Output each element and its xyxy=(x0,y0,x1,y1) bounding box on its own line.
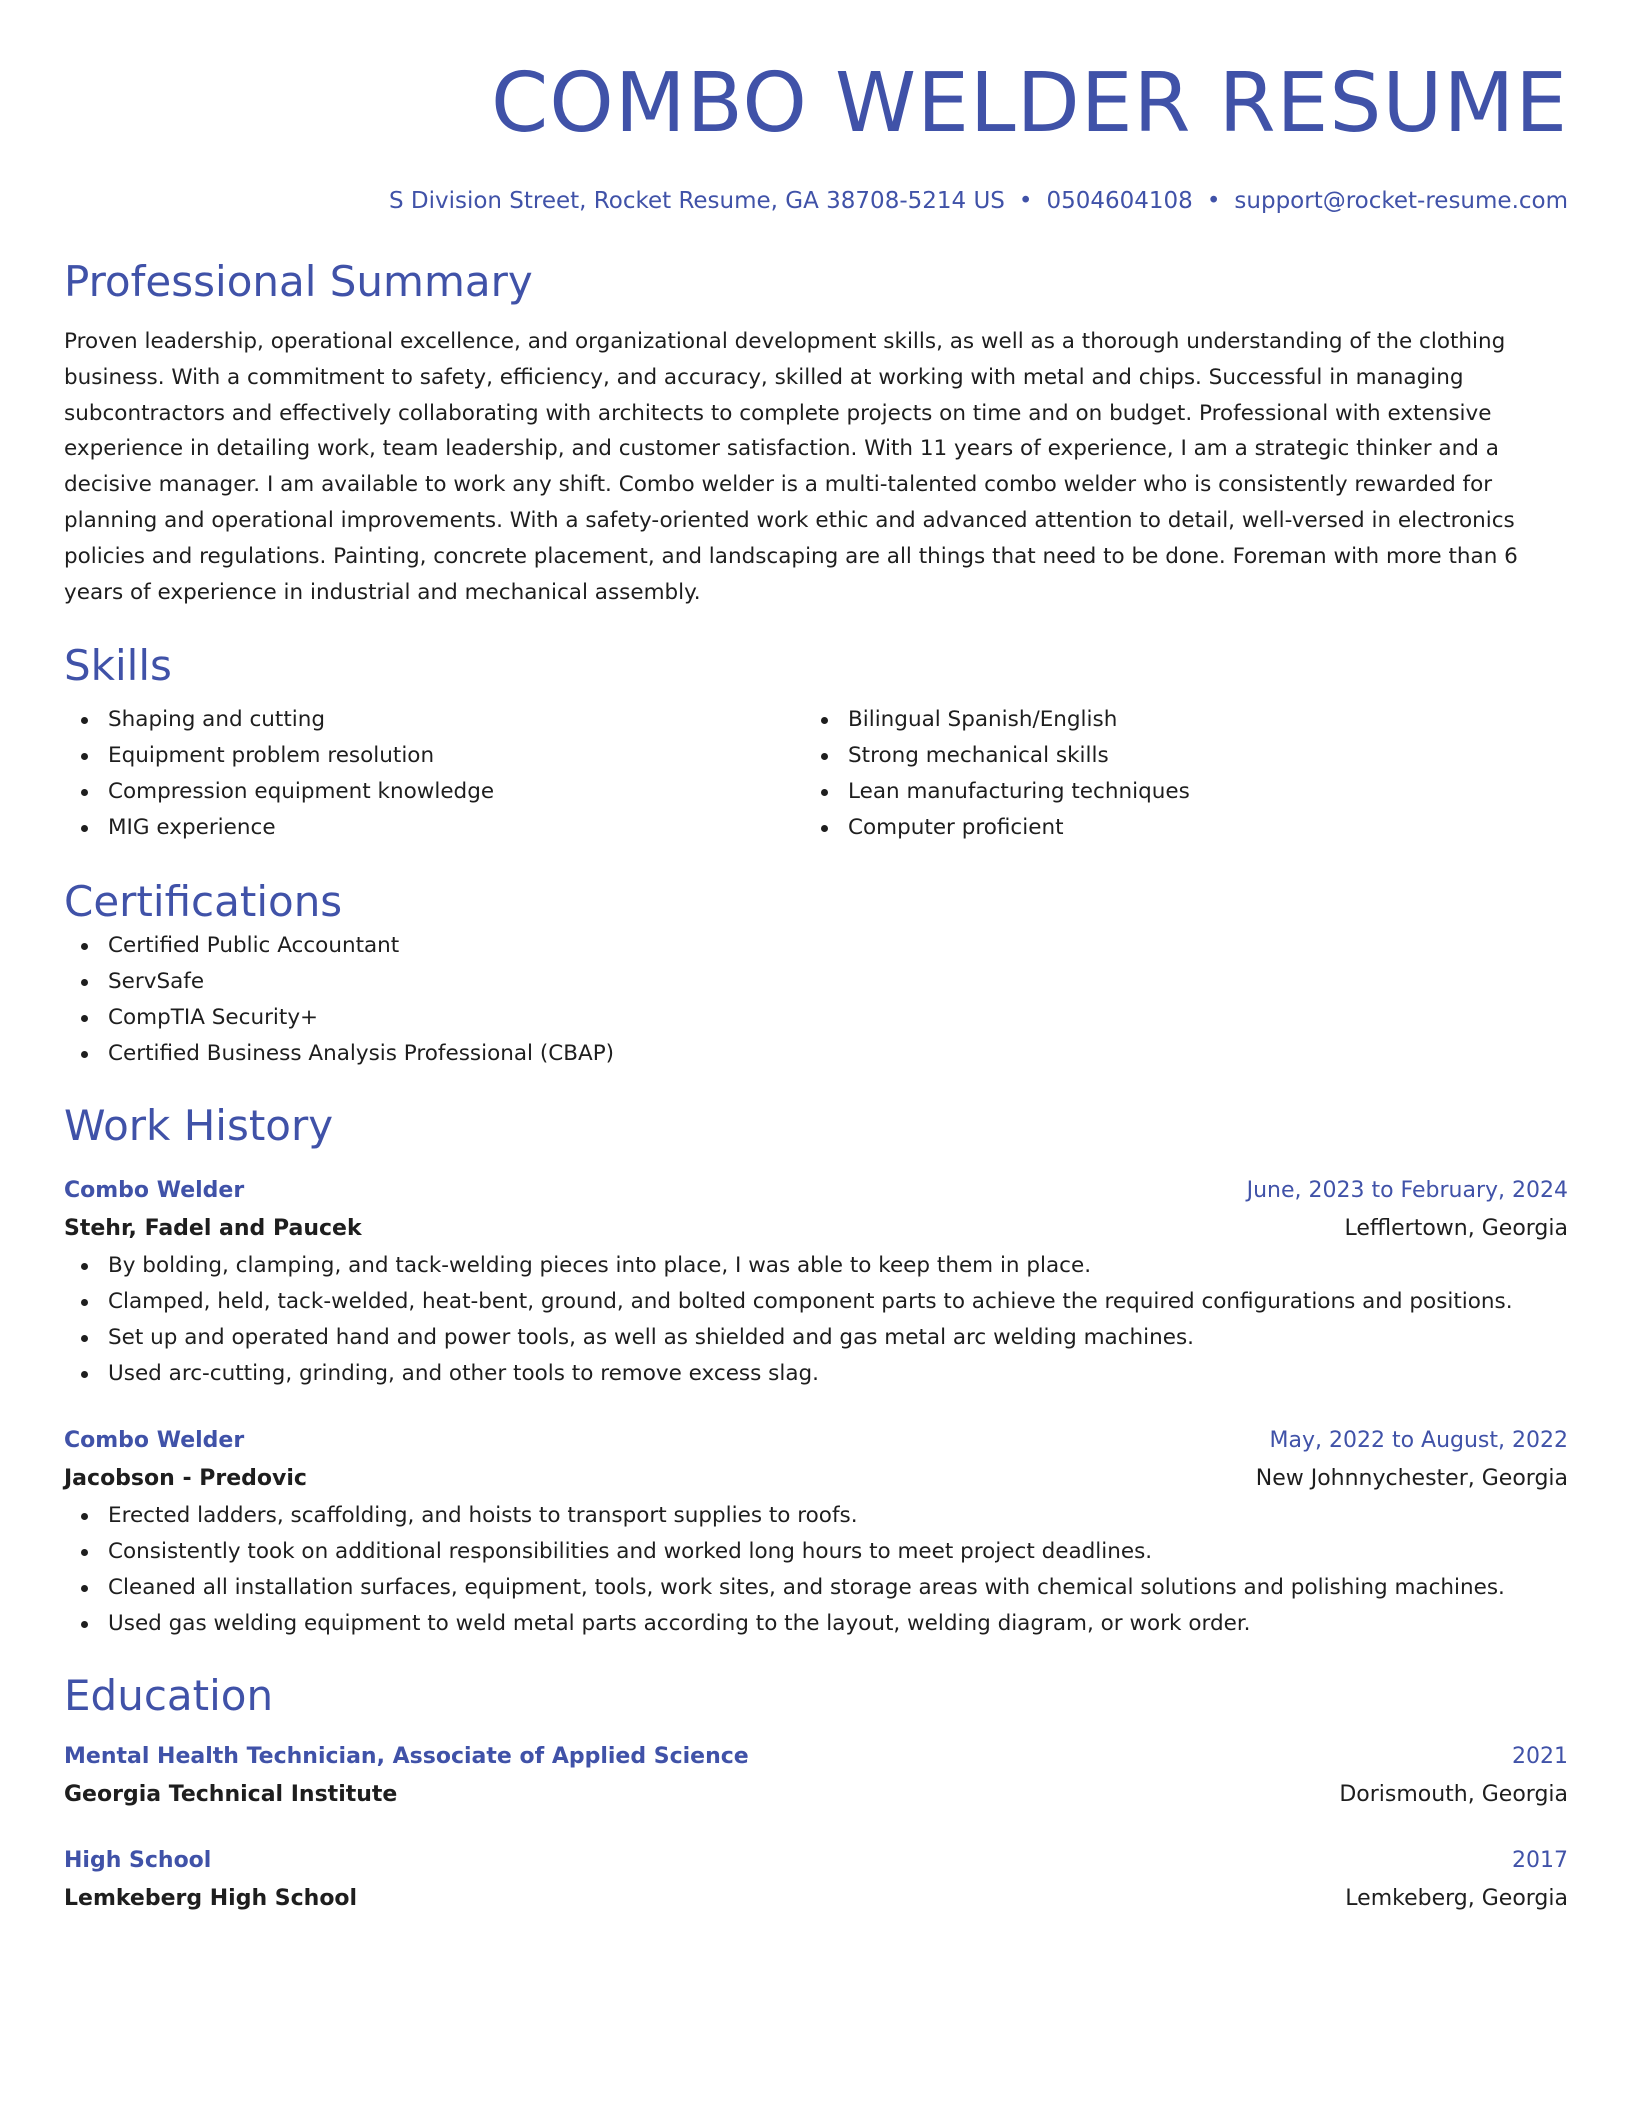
education-year: 2017 xyxy=(1512,1848,1568,1874)
skill-item: Computer proficient xyxy=(804,810,1544,846)
education-header-row xyxy=(64,1842,1568,1880)
education-location: Dorismouth, Georgia xyxy=(1339,1782,1568,1808)
skills-column-right xyxy=(804,702,1544,846)
skills-grid xyxy=(64,702,1568,846)
job-location: New Johnnychester, Georgia xyxy=(1255,1466,1568,1492)
skill-item: Bilingual Spanish/English xyxy=(804,702,1544,738)
contact-phone: 0504604108 xyxy=(1046,188,1193,214)
summary-text: Proven leadership, operational excellence, and organizational development skills, as well as a thorough understanding of the clothing business. With a commitment to safety, efficiency, and accuracy, skilled at working with metal and chips. Successful in managing subcontractors and effectively collaborating with architects to complete projects on time and on budget. Professional with extensive experience in detailing work, team leadership, and customer satisfaction. With 11 years of experience, I am a strategic thinker and a decisive manager. I am available to work any shift. Combo welder is a multi-talented combo welder who is consistently rewarded for planning and operational improvements. With a safety-oriented work ethic and advanced attention to detail, well-versed in electronics policies and regulations. Painting, concrete placement, and landscaping are all things that need to be done. Foreman with more than 6 years of experience in industrial and mechanical assembly. xyxy=(64,329,1518,605)
education-school-row xyxy=(64,1880,1568,1918)
job-duties-list xyxy=(64,1498,1568,1642)
education-location: Lemkeberg, Georgia xyxy=(1345,1886,1568,1912)
job-header-row xyxy=(64,1172,1568,1210)
skill-item: Equipment problem resolution xyxy=(64,738,804,774)
education-school-row xyxy=(64,1776,1568,1814)
education-header-row xyxy=(64,1738,1568,1776)
skills-list-right xyxy=(804,702,1544,846)
skills-heading: Skills xyxy=(64,641,172,691)
job-duty-item: Consistently took on additional responsibilities and worked long hours to meet project deadlines. xyxy=(64,1534,1568,1570)
skill-item: Compression equipment knowledge xyxy=(64,774,804,810)
contact-separator: • xyxy=(1206,188,1221,214)
job-company: Stehr, Fadel and Paucek xyxy=(64,1216,362,1242)
job-duty-item: Used gas welding equipment to weld metal parts according to the layout, welding diagram, or work order. xyxy=(64,1606,1568,1642)
certifications-list xyxy=(64,928,1568,1072)
job-company-row xyxy=(64,1210,1568,1248)
job-duty-item: Set up and operated hand and power tools, as well as shielded and gas metal arc welding machines. xyxy=(64,1320,1568,1356)
contact-separator: • xyxy=(1018,188,1033,214)
job-duty-item: Clamped, held, tack-welded, heat-bent, ground, and bolted component parts to achieve the required configurations and positions. xyxy=(64,1284,1568,1320)
skills-list-left xyxy=(64,702,804,846)
education-degree: Mental Health Technician, Associate of Applied Science xyxy=(64,1744,749,1770)
resume-title: COMBO WELDER RESUME xyxy=(491,56,1568,151)
job-location: Lefflertown, Georgia xyxy=(1344,1216,1568,1242)
certification-item: Certified Public Accountant xyxy=(64,928,1568,964)
education-school: Georgia Technical Institute xyxy=(64,1782,398,1808)
job-duty-item: Cleaned all installation surfaces, equipment, tools, work sites, and storage areas with chemical solutions and polishing machines. xyxy=(64,1570,1568,1606)
job-header-row xyxy=(64,1422,1568,1460)
certification-item: CompTIA Security+ xyxy=(64,1000,1568,1036)
skill-item: Lean manufacturing techniques xyxy=(804,774,1544,810)
certification-item: ServSafe xyxy=(64,964,1568,1000)
summary-heading: Professional Summary xyxy=(64,257,533,306)
job-duty-item: By bolding, clamping, and tack-welding pieces into place, I was able to keep them in place. xyxy=(64,1248,1568,1284)
education-entry xyxy=(64,1738,1568,1814)
contact-line xyxy=(64,186,1568,216)
education-entry xyxy=(64,1842,1568,1918)
skill-item: MIG experience xyxy=(64,810,804,846)
job-company: Jacobson - Predovic xyxy=(64,1466,307,1492)
job-title: Combo Welder xyxy=(64,1178,245,1204)
job-entry xyxy=(64,1172,1568,1392)
job-duty-item: Used arc-cutting, grinding, and other tools to remove excess slag. xyxy=(64,1356,1568,1392)
job-entry xyxy=(64,1422,1568,1642)
education-school: Lemkeberg High School xyxy=(64,1886,358,1912)
contact-address: S Division Street, Rocket Resume, GA 38708-5214 US xyxy=(388,188,1005,214)
education-degree: High School xyxy=(64,1848,212,1874)
job-dates: June, 2023 to February, 2024 xyxy=(1246,1178,1568,1204)
contact-email: support@rocket-resume.com xyxy=(1234,188,1568,214)
skills-column-left xyxy=(64,702,804,846)
job-duties-list xyxy=(64,1248,1568,1392)
certifications-heading: Certifications xyxy=(64,877,343,927)
work-history-heading: Work History xyxy=(64,1101,334,1151)
education-year: 2021 xyxy=(1512,1744,1568,1770)
job-title: Combo Welder xyxy=(64,1428,245,1454)
job-duty-item: Erected ladders, scaffolding, and hoists to transport supplies to roofs. xyxy=(64,1498,1568,1534)
job-dates: May, 2022 to August, 2022 xyxy=(1269,1428,1568,1454)
job-company-row xyxy=(64,1460,1568,1498)
skill-item: Strong mechanical skills xyxy=(804,738,1544,774)
education-heading: Education xyxy=(64,1671,274,1721)
certification-item: Certified Business Analysis Professional (CBAP) xyxy=(64,1036,1568,1072)
skill-item: Shaping and cutting xyxy=(64,702,804,738)
